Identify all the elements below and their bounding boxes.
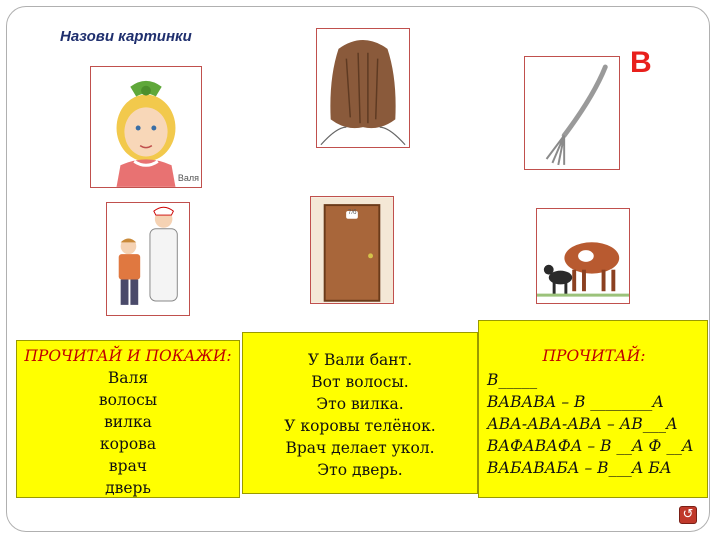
picture-doctor (106, 202, 190, 316)
box-sentences (242, 332, 478, 494)
word-item: врач (108, 457, 148, 475)
picture-caption: Валя (177, 173, 199, 183)
box-heading: ПРОЧИТАЙ И ПОКАЖИ: (24, 347, 232, 365)
syllable-line: В_____ (487, 371, 538, 389)
picture-door (310, 196, 394, 304)
sentence-item: Это дверь. (317, 461, 403, 479)
box-read-and-show (16, 340, 240, 498)
picture-valya (90, 66, 202, 188)
doctor-illustration (107, 203, 189, 315)
sentence-item: Это вилка. (316, 395, 404, 413)
word-item: волосы (98, 391, 158, 409)
syllable-line: АВА-АВА-АВА – АВ___А (487, 415, 678, 433)
picture-cow (536, 208, 630, 304)
word-item: Валя (107, 369, 149, 387)
sentence-item: У коровы телёнок. (284, 417, 436, 435)
slide-title: Назови картинки (60, 28, 192, 45)
picture-hair (316, 28, 410, 148)
return-arrow-icon: ↺ (682, 507, 694, 522)
fork-illustration (525, 57, 619, 169)
box-read-syllables (478, 320, 708, 498)
syllable-line: ВАВАВА – В ________А (487, 393, 665, 411)
door-number-sign: 7/б (348, 210, 357, 216)
sentence-item: Вот волосы. (311, 373, 409, 391)
word-item: вилка (104, 413, 152, 431)
word-item: корова (99, 435, 157, 453)
return-button[interactable] (679, 506, 697, 524)
target-letter: В (630, 46, 652, 79)
sentence-item: Врач делает укол. (285, 439, 435, 457)
syllable-line: ВАБАВАБА – В___А БА (487, 459, 672, 477)
girl-illustration (91, 67, 201, 187)
sentence-item: У Вали бант. (307, 351, 413, 369)
syllable-line: ВАФАВАФА – В __А Ф __А (487, 437, 694, 455)
box-heading: ПРОЧИТАЙ: (542, 347, 646, 365)
cow-illustration (537, 209, 629, 303)
picture-fork (524, 56, 620, 170)
word-item: дверь (105, 479, 151, 497)
hair-illustration (317, 29, 409, 147)
